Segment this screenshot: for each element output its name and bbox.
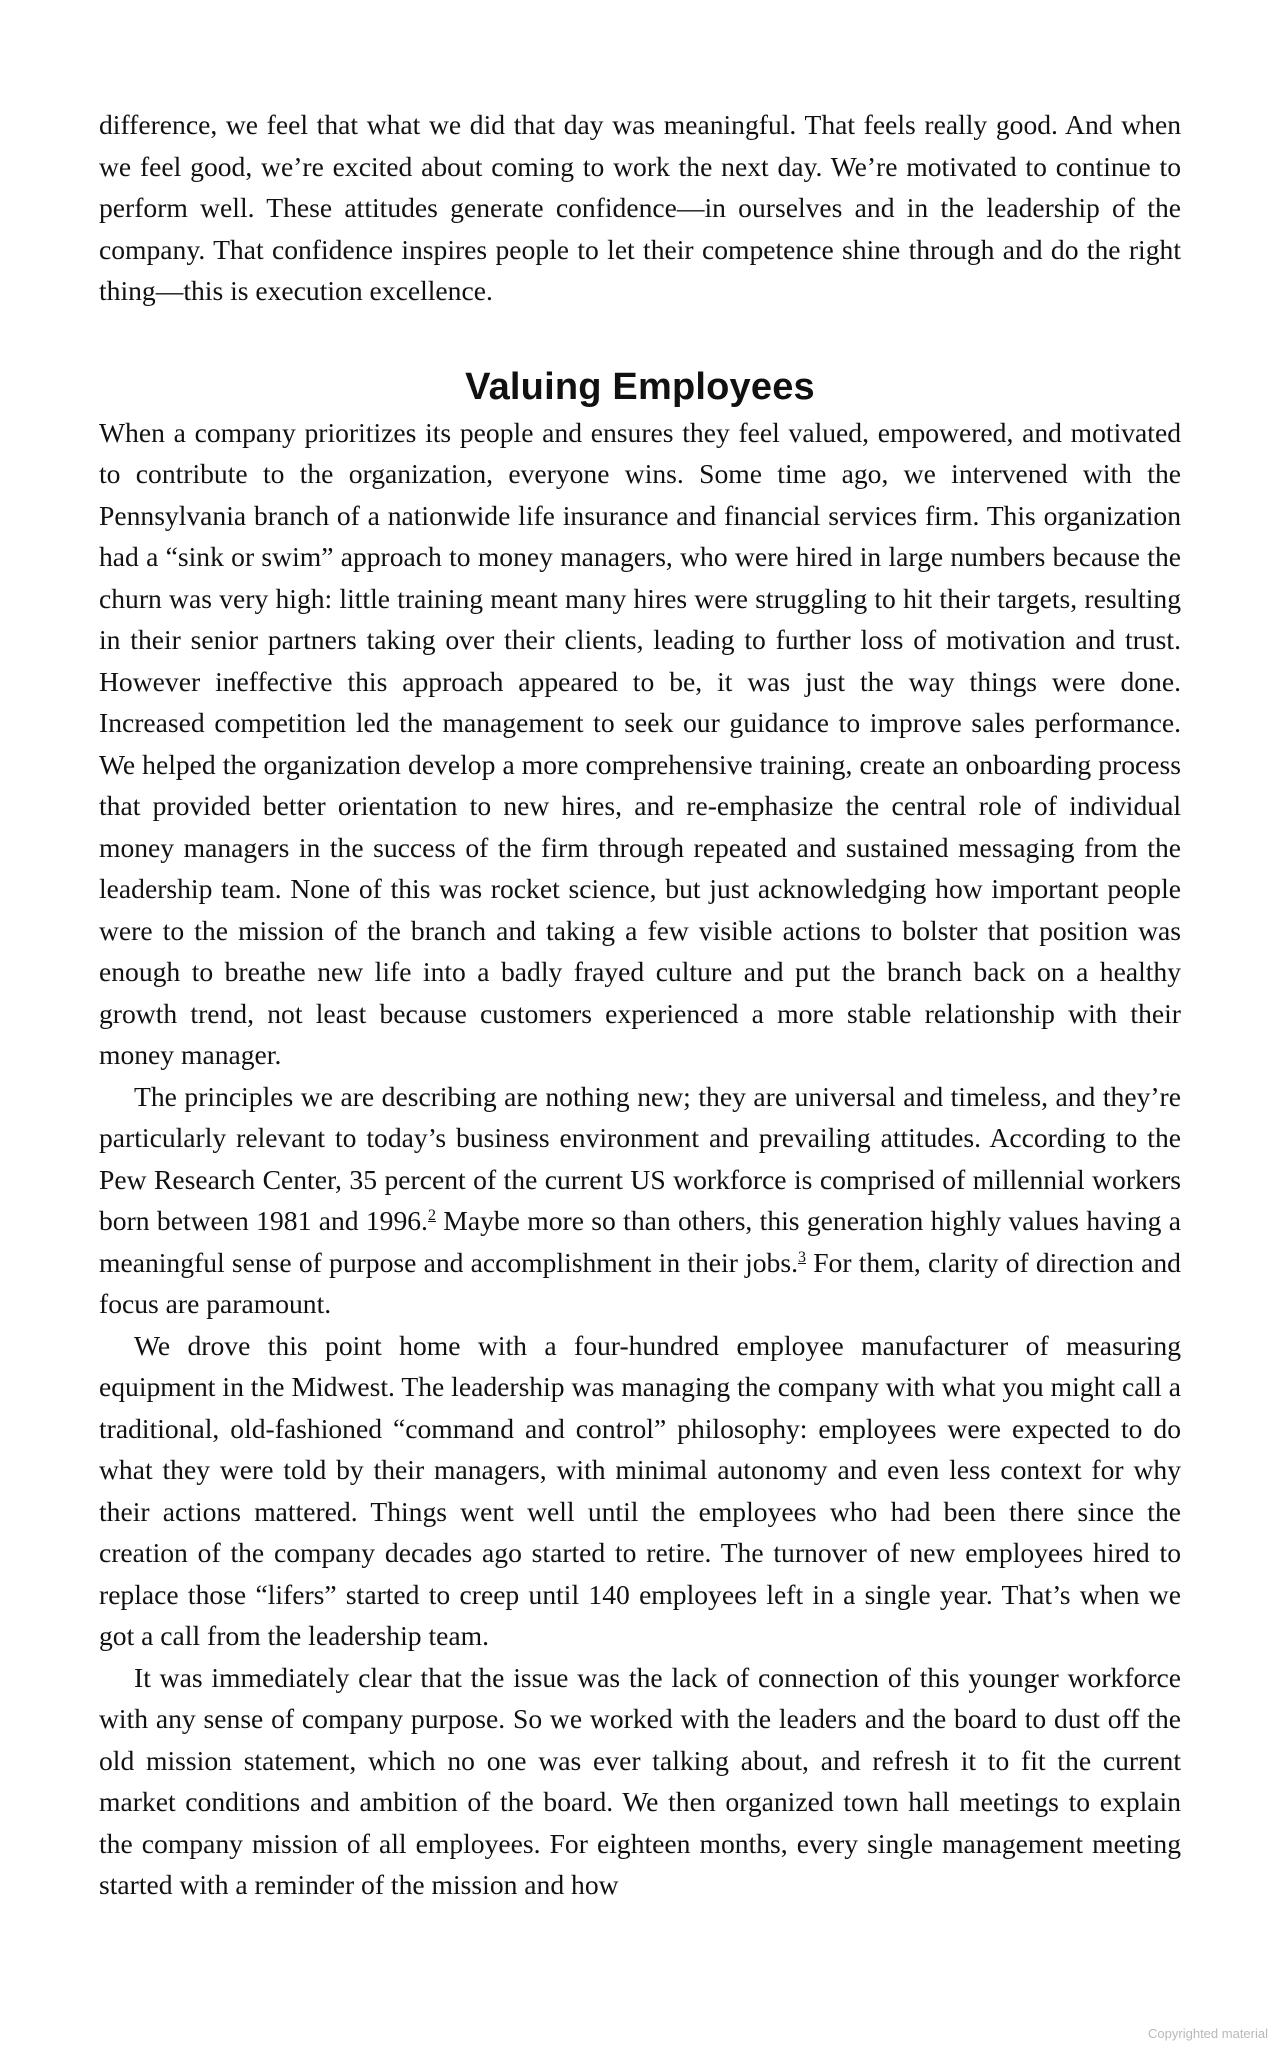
paragraph-valuing-employees-intro: When a company prioritizes its people and ensures they feel valued, empowered, and motivated to contribute to the organization, everyone wins. Some time ago, we intervened with the Pennsylvania branch of a nationwide life insurance and financial services firm. This organization had a “sink or swim” approach to money managers, who were hired in large numbers because the churn was very high: little training meant many hires were struggling to hit their targets, resulting in their senior partners taking over their clients, leading to further loss of motivation and trust. However ineffective this approach appeared to be, it was just the way things were done. Increased competition led the management to seek our guidance to improve sales performance. We helped the organization develop a more comprehensive training, create an onboarding process that provided better orientation to new hires, and re-emphasize the central role of individual money managers in the success of the firm through repeated and sustained messaging from the leadership team. None of this was rocket science, but just acknowledging how important people were to the mission of the branch and taking a few visible actions to bolster that position was enough to breathe new life into a badly frayed culture and put the branch back on a healthy growth trend, not least because customers experienced a more stable relationship with their money manager. (99, 416, 1181, 1070)
body-text-column (99, 104, 1181, 1906)
paragraph-principles (99, 1076, 1181, 1325)
paragraph-principles-text-c: For them, clarity of direction and focus are paramount. (99, 1246, 1181, 1319)
footnote-link-3[interactable]: 3 (798, 1248, 806, 1266)
opening-paragraph: difference, we feel that what we did that day was meaningful. That feels really good. And when we feel good, we’re excited about coming to work the next day. We’re motivated to continue to perform well. These attitudes generate confidence—in ourselves and in the leadership of the company. That confidence inspires people to let their competence shine through and do the right thing—this is execution excellence. (99, 109, 1181, 306)
paragraph-manufacturer-case: We drove this point home with a four-hundred employee manufacturer of measuring equipment in the Midwest. The leadership was managing the company with what you might call a traditional, old-fashioned “command and control” philosophy: employees were expected to do what they were told by their managers, with minimal autonomy and even less context for why their actions mattered. Things went well until the employees who had been there since the creation of the company decades ago started to retire. The turnover of new employees hired to replace those “lifers” started to creep until 140 employees left in a single year. That’s when we got a call from the leadership team. (99, 1329, 1181, 1651)
section-heading: Valuing Employees (465, 365, 815, 408)
footnote-link-2[interactable]: 2 (427, 1207, 436, 1224)
paragraph-principles-text-a: The principles we are describing are nothing new; they are universal and timeless, and they’re particularly relevant to today’s business environment and prevailing attitudes. According to the Pew Research Center, 35 percent of the current US workforce is comprised of millennial workers born between 1981 and 1996. (99, 1080, 1181, 1236)
copyright-watermark: Copyrighted material (1148, 2026, 1268, 2041)
paragraph-principles-text-b: Maybe more so than others, this generation highly values having a meaningful sense of purpose and accomplishment in their jobs. (99, 1205, 1182, 1278)
paragraph-company-purpose: It was immediately clear that the issue was the lack of connection of this younger workforce with any sense of company purpose. So we worked with the leaders and the board to dust off the old mission statement, which no one was ever talking about, and refresh it to fit the current market conditions and ambition of the board. We then organized town hall meetings to explain the company mission of all employees. For eighteen months, every single management meeting started with a reminder of the mission and how (99, 1661, 1181, 1900)
